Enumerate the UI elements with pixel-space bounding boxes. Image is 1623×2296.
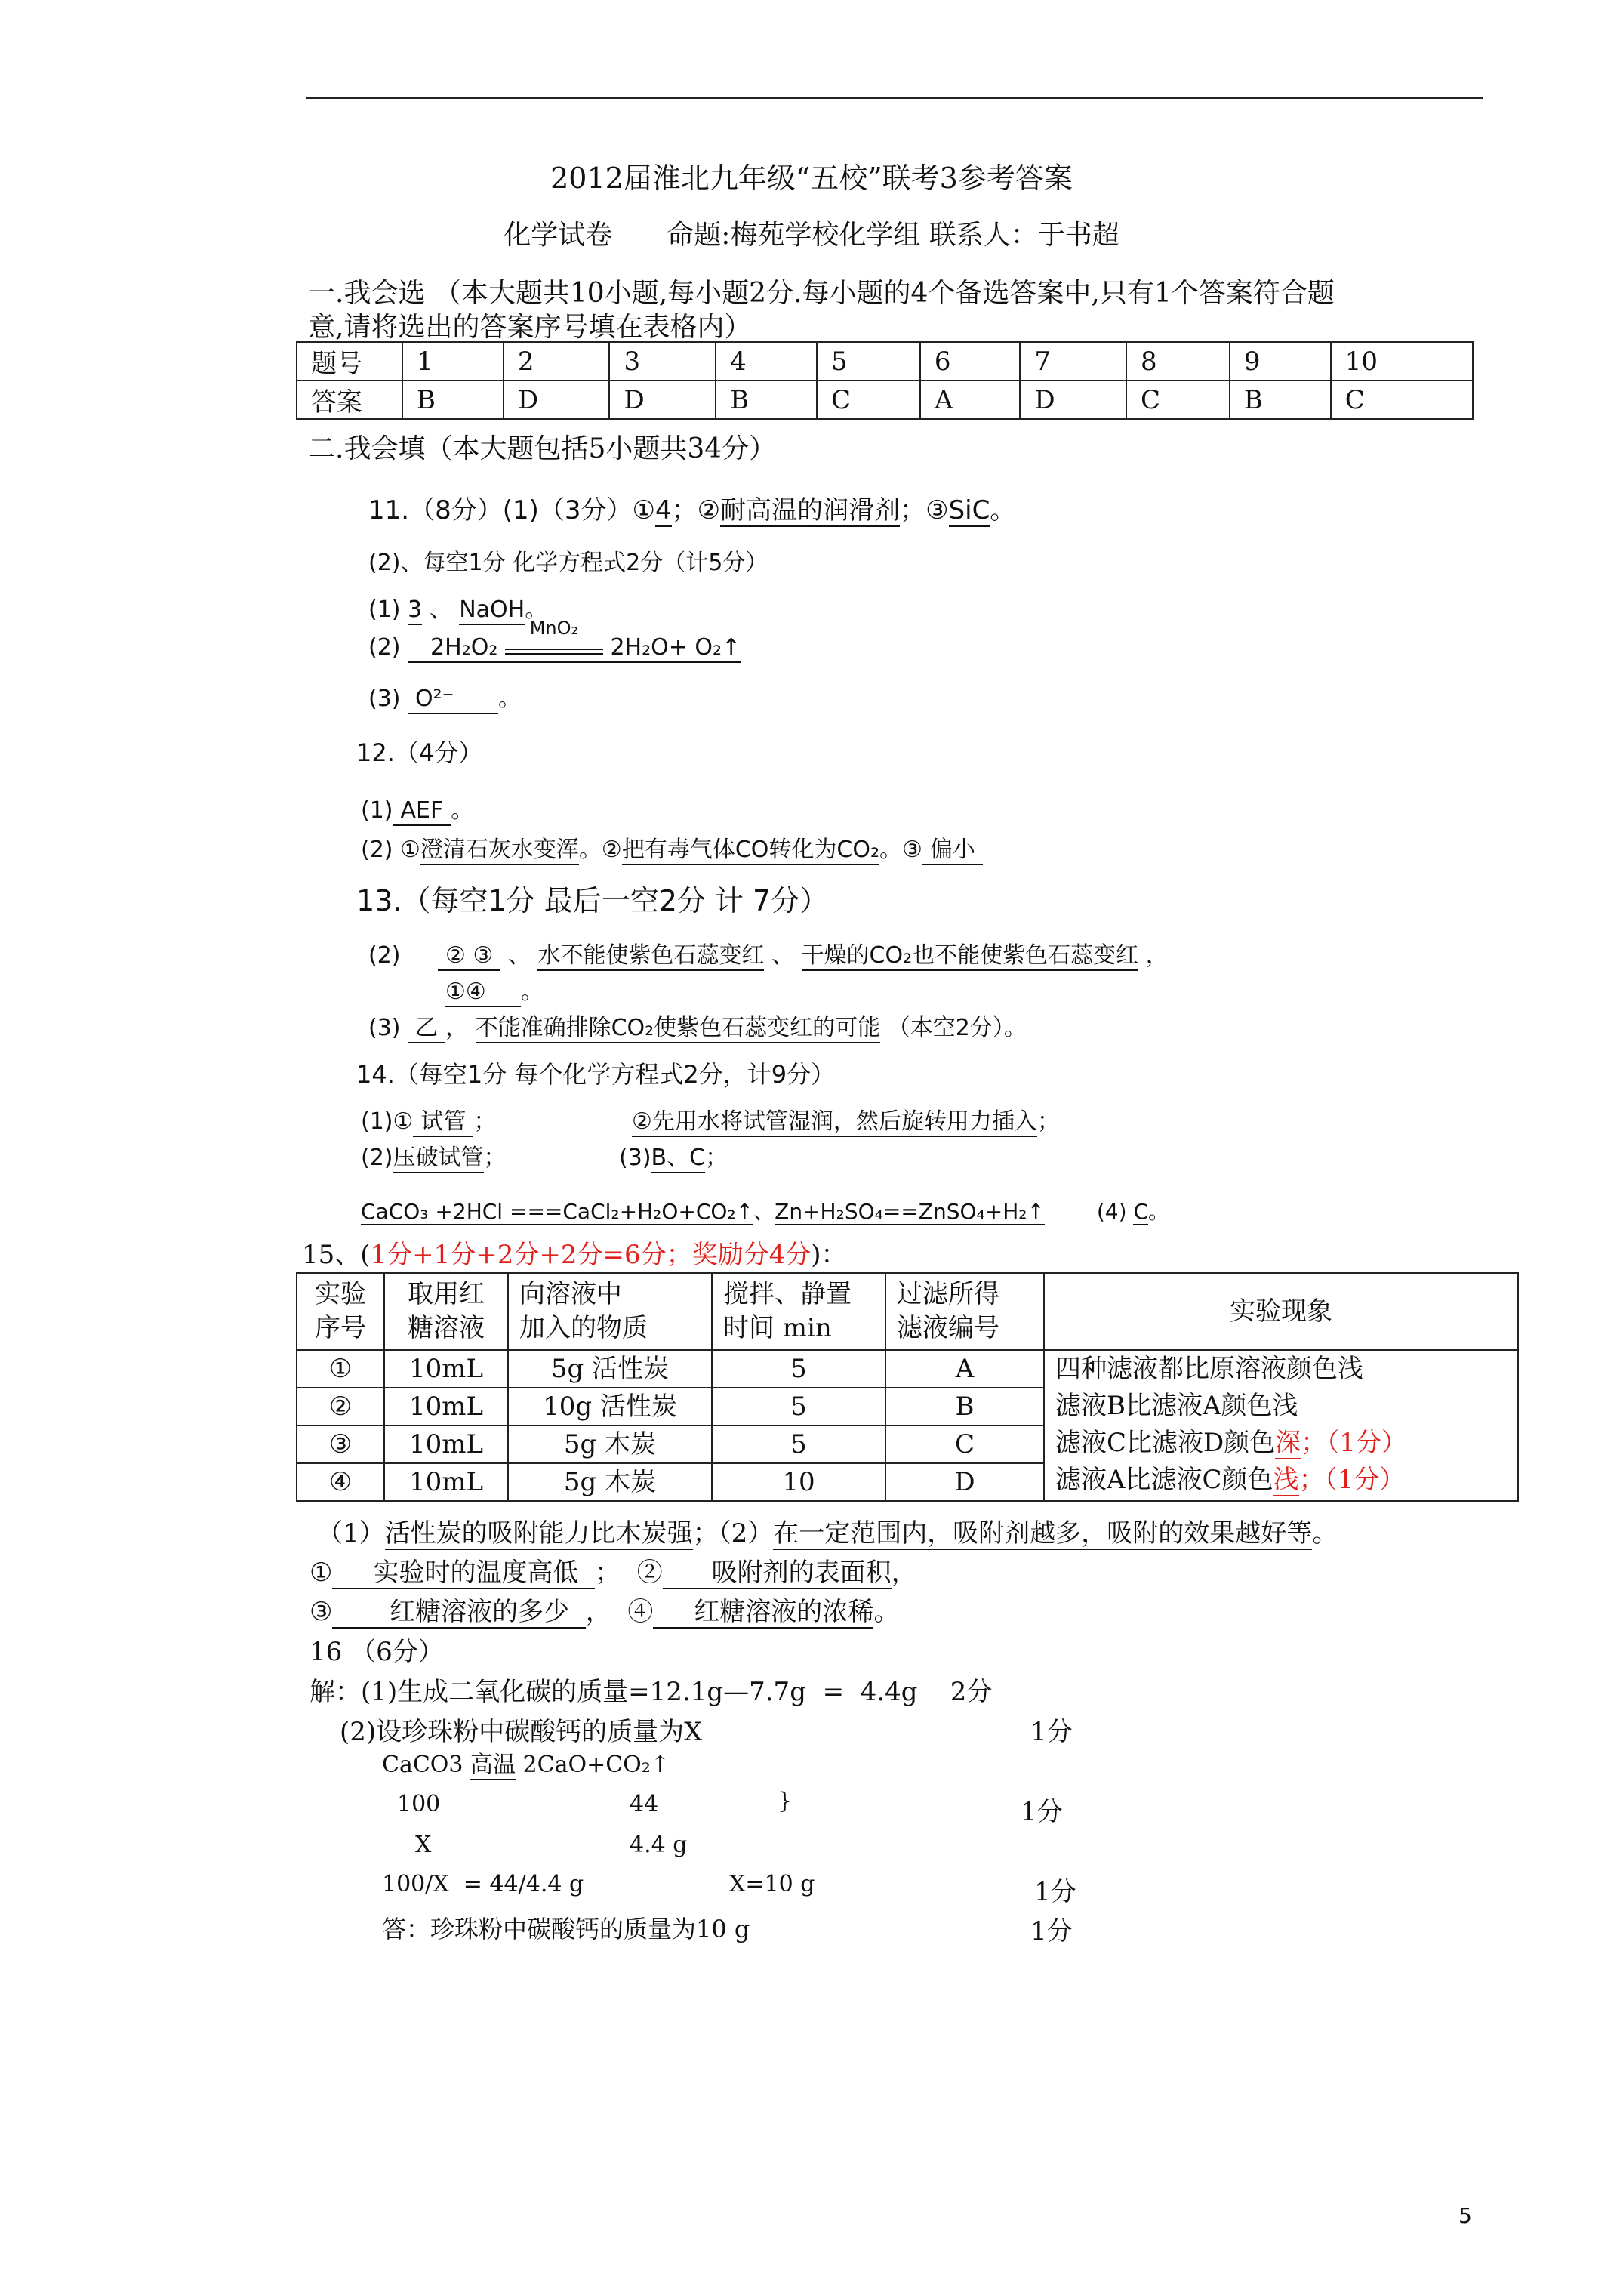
- q16-l6-score: 1分: [1034, 1877, 1076, 1907]
- q12-l1-pre: (1): [361, 797, 393, 824]
- q11-l4-pre: (2): [368, 634, 401, 661]
- q13-l1-mid: 、: [507, 942, 531, 969]
- q13-l2-end: 。: [521, 978, 544, 1005]
- col-header: 取用红 糖溶液: [384, 1273, 508, 1350]
- answer-table-num: 10: [1331, 342, 1473, 381]
- answer-table-answer: B: [1230, 381, 1331, 419]
- cell-vol: 10mL: [384, 1463, 508, 1501]
- phen4-score: ；（1分）: [1298, 1465, 1406, 1495]
- q13-blank4: ①④: [445, 979, 521, 1007]
- q15-a3-mid: ， ④: [585, 1597, 654, 1627]
- q16-line1: 解：(1)生成二氧化碳的质量=12.1g—7.7g = 4.4g 2分: [310, 1677, 993, 1707]
- q12-l2-mid2: 。③: [879, 837, 922, 863]
- q15-a1-end: 。: [1312, 1518, 1338, 1549]
- q15-answer1: [317, 1512, 1338, 1550]
- q16-l3-condition: 高温: [470, 1752, 516, 1780]
- col-header: 搅拌、静置 时间 min: [712, 1273, 885, 1350]
- section1-desc2: 意,请将选出的答案序号填在表格内）: [308, 312, 752, 343]
- page-title: 2012届淮北九年级“五校”联考3参考答案: [550, 162, 1073, 195]
- phen3-blank: 深: [1275, 1428, 1301, 1459]
- phen-line4: 滤液A比滤液C颜色浅；（1分）: [1055, 1462, 1517, 1499]
- q16-l4-b: 44: [630, 1791, 659, 1817]
- q16-l7: 答：珍珠粉中碳酸钙的质量为10 g: [382, 1915, 750, 1943]
- q11-l1-end: 。: [990, 495, 1016, 525]
- col-header: 向溶液中 加入的物质: [508, 1273, 712, 1350]
- answer-table-num: 7: [1020, 342, 1126, 381]
- answer-table-num: 2: [504, 342, 610, 381]
- q11-l1-pre: 11.（8分）(1)（3分）①: [368, 495, 655, 525]
- answer-table-answer: A: [920, 381, 1021, 419]
- experiment-table-header: [297, 1273, 1518, 1350]
- answer-table-row-answers: [297, 381, 1473, 419]
- q13-l3-mid: ，: [445, 1015, 469, 1041]
- answer-table: [296, 341, 1474, 420]
- answer-table-answer: B: [716, 381, 817, 419]
- q11-l5-end: 。: [498, 686, 522, 712]
- q14-l3-mid: 、: [753, 1199, 775, 1224]
- q15-a1-mid: ；（2）: [692, 1518, 774, 1549]
- phenomena-cell: [1044, 1350, 1518, 1501]
- q15-a2-mid: ； ②: [595, 1558, 663, 1588]
- q13-blank3: 干燥的CO₂也不能使紫色石蕊变红: [802, 943, 1139, 971]
- answer-table-num: 3: [609, 342, 716, 381]
- answer-table-num: 8: [1126, 342, 1230, 381]
- col-header: 实验 序号: [297, 1273, 384, 1350]
- q11-line2: (2)、每空1分 化学方程式2分（计5分）: [368, 550, 768, 576]
- cell-time: 10: [712, 1463, 885, 1501]
- q11-blank2: 耐高温的润滑剂: [720, 496, 900, 527]
- q16-l5-b: 4.4 g: [630, 1832, 688, 1858]
- answer-table-label-ans: 答案: [297, 381, 402, 419]
- q11-l3-pre: (1): [368, 596, 401, 623]
- q14-equation2: Zn+H₂SO₄==ZnSO₄+H₂↑: [775, 1200, 1045, 1225]
- cell-add: 10g 活性炭: [508, 1388, 712, 1425]
- q15-head-pre: 15、(: [302, 1240, 371, 1270]
- q14-l3-end: 。: [1148, 1199, 1170, 1224]
- phen-line1: 四种滤液都比原溶液颜色浅: [1055, 1354, 1363, 1384]
- q16-heading: 16 （6分）: [310, 1637, 444, 1667]
- q15-head-score: 1分+1分+2分+2分=6分；奖励分4分: [370, 1240, 812, 1270]
- answer-table-row-numbers: [297, 342, 1473, 381]
- cell-no: ①: [297, 1350, 384, 1388]
- q11-l1-mid: ；②: [671, 495, 721, 525]
- q14-blank2: ②先用水将试管湿润，然后旋转用力插入: [632, 1109, 1037, 1137]
- section2-line: [308, 427, 776, 466]
- q13-blank6: 不能准确排除CO₂使紫色石蕊变红的可能: [476, 1015, 881, 1043]
- q16-l4-score: 1分: [1021, 1797, 1063, 1827]
- q15-answer3: [310, 1591, 899, 1629]
- q11-blank1: 4: [655, 496, 672, 527]
- q11-l3-end: 。: [525, 596, 548, 623]
- page-number: 5: [1458, 2203, 1472, 2228]
- cell-add: 5g 木炭: [508, 1463, 712, 1501]
- q14-equation1: CaCO₃ +2HCl ===CaCl₂+H₂O+CO₂↑: [361, 1200, 753, 1225]
- answer-table-num: 1: [402, 342, 504, 381]
- cell-add: 5g 活性炭: [508, 1350, 712, 1388]
- q14-l2-end: ；: [705, 1145, 728, 1171]
- table-row: [297, 1350, 1518, 1388]
- phen3-score: ；（1分）: [1301, 1428, 1407, 1458]
- cell-code: C: [885, 1425, 1044, 1463]
- page-subtitle: 化学试卷 命题:梅苑学校化学组 联系人：于书超: [504, 220, 1119, 251]
- cell-no: ③: [297, 1425, 384, 1463]
- q14-l2-mid: ；: [483, 1145, 507, 1171]
- experiment-table: [296, 1272, 1519, 1502]
- q15-head-end: )：: [811, 1240, 847, 1270]
- q14-line3: [361, 1195, 1169, 1225]
- q13-blank1: ② ③: [438, 943, 500, 971]
- cell-time: 5: [712, 1350, 885, 1388]
- answer-table-answer: D: [609, 381, 716, 419]
- q12-blank2: 澄清石灰水变浑: [420, 837, 579, 865]
- header-rule: [306, 97, 1483, 99]
- q15-a2-end: ，: [891, 1558, 917, 1588]
- cell-code: B: [885, 1388, 1044, 1425]
- phen-line3: 滤液C比滤液D颜色深；（1分）: [1055, 1425, 1517, 1462]
- q13-l1-pre: (2): [368, 942, 401, 969]
- q12-blank4: 偏小: [922, 837, 983, 865]
- q12-line1: [361, 791, 473, 826]
- q14-l1-mid: ；: [473, 1108, 497, 1135]
- q11-eq-lhs: 2H₂O₂: [430, 634, 498, 661]
- answer-table-answer: C: [817, 381, 920, 419]
- q11-l3-blank2: NaOH: [459, 597, 525, 625]
- q13-blank5: 乙: [408, 1015, 445, 1043]
- q16-l6-b: X=10 g: [729, 1871, 815, 1897]
- q13-line3: [368, 1009, 1027, 1043]
- q15-a2-blank: 实验时的温度高低: [332, 1558, 595, 1589]
- cell-vol: 10mL: [384, 1350, 508, 1388]
- section1-heading: 一.我会选: [308, 278, 426, 309]
- q11-l3-mid: 、: [429, 596, 452, 623]
- q16-l4-a: 100: [397, 1791, 441, 1817]
- answer-table-num: 5: [817, 342, 920, 381]
- answer-table-answer: C: [1126, 381, 1230, 419]
- section1-desc1: （本大题共10小题,每小题2分.每小题的4个备选答案中,只有1个答案符合题: [433, 278, 1335, 309]
- q16-l3-a: CaCO3: [382, 1752, 471, 1778]
- q14-l1-end: ；: [1036, 1108, 1060, 1135]
- q11-eq-arrow: [505, 618, 603, 655]
- cell-vol: 10mL: [384, 1388, 508, 1425]
- q16-l4-brace: }: [778, 1788, 793, 1814]
- q12-l2-pre: (2) ①: [361, 837, 420, 863]
- q15-answer2: [310, 1552, 917, 1589]
- q14-blank5: C: [1133, 1200, 1148, 1225]
- q15-a1-blank: 活性炭的吸附能力比木炭强: [385, 1519, 693, 1550]
- cell-time: 5: [712, 1388, 885, 1425]
- q15-a3-pre: ③: [310, 1597, 333, 1627]
- q14-blank3: 压破试管: [393, 1145, 484, 1173]
- q16-l6-a: 100/X = 44/4.4 g: [382, 1871, 584, 1897]
- cell-no: ②: [297, 1388, 384, 1425]
- q16-l5-a: X: [415, 1832, 432, 1858]
- q16-line2: (2)设珍珠粉中碳酸钙的质量为X: [340, 1717, 703, 1747]
- q16-l3-b: 2CaO+CO₂↑: [516, 1752, 670, 1778]
- q14-heading: 14.（每空1分 每个化学方程式2分，计9分）: [356, 1060, 836, 1089]
- cell-no: ④: [297, 1463, 384, 1501]
- q11-line1: [368, 489, 1015, 527]
- q16-l7-score: 1分: [1030, 1916, 1073, 1946]
- q15-a2-blank2: 吸附剂的表面积: [663, 1558, 892, 1589]
- q12-blank3: 把有毒气体CO转化为CO₂: [622, 837, 879, 865]
- answer-table-answer: D: [504, 381, 610, 419]
- q15-a3-blank: 红糖溶液的多少: [332, 1598, 585, 1629]
- q11-line5: [368, 680, 521, 714]
- q11-l1-mid2: ；③: [900, 495, 949, 525]
- q15-a1-pre: （1）: [317, 1518, 385, 1549]
- q13-line1: [368, 936, 1169, 971]
- q13-l1-end: ，: [1145, 942, 1169, 969]
- cell-add: 5g 木炭: [508, 1425, 712, 1463]
- q15-a1-blank2: 在一定范围内，吸附剂越多，吸附的效果越好等: [773, 1519, 1312, 1550]
- answer-table-num: 6: [920, 342, 1021, 381]
- q11-line4: [368, 618, 741, 663]
- q16-line2-score: 1分: [1030, 1717, 1073, 1747]
- q11-l3-blank1: 3: [408, 597, 422, 625]
- q11-l5-blank: O²⁻: [408, 686, 498, 714]
- q11-eq-catalyst: MnO₂: [529, 618, 579, 639]
- q15-a2-pre: ①: [310, 1558, 333, 1588]
- phen-line2: 滤液B比滤液A颜色浅: [1055, 1391, 1298, 1421]
- section2-heading: 二.我会填: [308, 433, 426, 464]
- answer-table-answer: B: [402, 381, 504, 419]
- q14-blank1: 试管: [413, 1109, 473, 1137]
- q12-l2-mid: 。②: [578, 837, 622, 863]
- q13-l3-end: （本空2分）。: [887, 1015, 1027, 1041]
- q13-blank2: 水不能使紫色石蕊变红: [537, 943, 764, 971]
- q14-line1: [361, 1102, 1060, 1137]
- answer-table-answer: D: [1020, 381, 1126, 419]
- q14-l2-pre: (2): [361, 1145, 393, 1171]
- q15-heading: [302, 1234, 847, 1271]
- q12-heading: 12.（4分）: [356, 738, 483, 767]
- cell-code: D: [885, 1463, 1044, 1501]
- section2-desc: （本大题包括5小题共34分）: [425, 433, 777, 464]
- q14-line2: [361, 1139, 728, 1173]
- q14-blank4: B、C: [651, 1145, 706, 1173]
- answer-table-num: 4: [716, 342, 817, 381]
- q13-l1-mid2: 、: [771, 942, 795, 969]
- cell-vol: 10mL: [384, 1425, 508, 1463]
- q11-l5-pre: (3): [368, 686, 401, 712]
- q12-blank1: AEF: [393, 798, 451, 826]
- section1-line1: [308, 272, 1335, 310]
- q11-blank3: SiC: [949, 496, 990, 527]
- answer-table-answer: C: [1331, 381, 1473, 419]
- cell-time: 5: [712, 1425, 885, 1463]
- phen4-blank: 浅: [1273, 1465, 1299, 1496]
- col-header: 过滤所得 滤液编号: [885, 1273, 1044, 1350]
- q13-heading: 13.（每空1分 最后一空2分 计 7分）: [356, 884, 829, 917]
- q15-a3-blank2: 红糖溶液的浓稀: [653, 1598, 873, 1629]
- q14-l3-pre4: (4): [1096, 1199, 1127, 1224]
- q14-l2-pre2: (3): [619, 1145, 651, 1171]
- q12-l1-end: 。: [451, 797, 474, 824]
- q11-eq-rhs: 2H₂O+ O₂↑: [610, 634, 741, 661]
- q11-equation: [408, 618, 741, 663]
- cell-code: A: [885, 1350, 1044, 1388]
- q13-l3-pre: (3): [368, 1015, 401, 1041]
- q13-line2: [445, 972, 544, 1007]
- q14-l1-pre: (1)①: [361, 1108, 414, 1135]
- q12-line2: [361, 831, 983, 865]
- q16-line3: [382, 1752, 670, 1780]
- col-header: 实验现象: [1044, 1273, 1518, 1350]
- answer-table-num: 9: [1230, 342, 1331, 381]
- q15-a3-end: 。: [873, 1597, 900, 1627]
- answer-table-label-num: 题号: [297, 342, 402, 381]
